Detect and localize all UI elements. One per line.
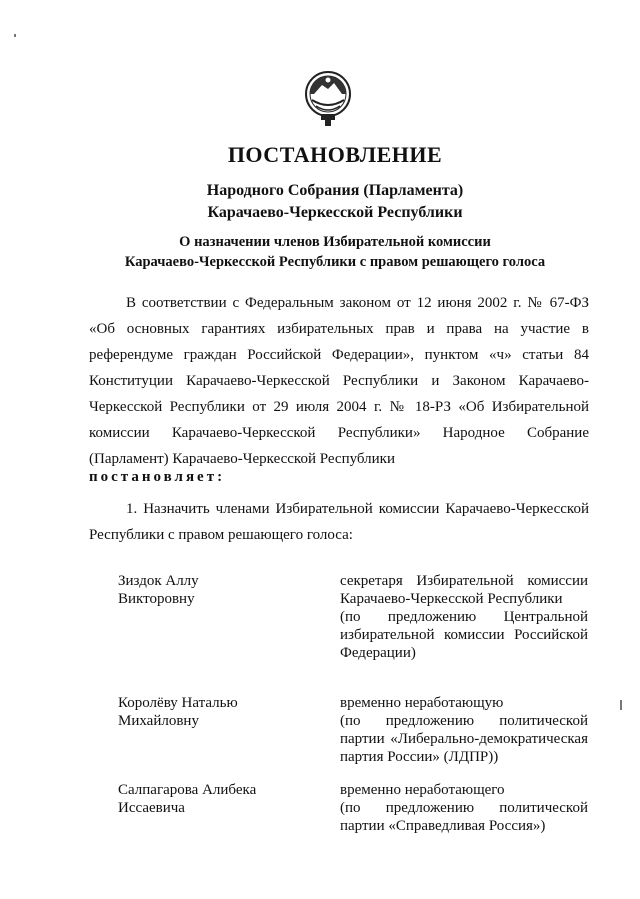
issuing-body-line-2: Карачаево-Черкесской Республики <box>207 204 463 221</box>
issuing-body <box>0 180 640 224</box>
scan-speck <box>14 34 16 37</box>
issuing-body-line-1: Народного Собрания (Парламента) <box>206 182 464 199</box>
member-surname-given: Королёву Наталью <box>118 695 238 711</box>
member-name <box>118 572 308 608</box>
subject-line-1: О назначении членов Избирательной комиссии <box>179 234 491 250</box>
member-role <box>340 572 588 662</box>
document-title: ПОСТАНОВЛЕНИЕ <box>227 142 443 167</box>
subject-line-2: Карачаево-Черкесской Республики с правом решающего голоса <box>124 254 546 270</box>
member-position: временно неработающего <box>340 782 505 798</box>
preamble-paragraph: В соответствии с Федеральным законом от 12 июня 2002 г. № 67-ФЗ «Об основных гарантиях избирательных прав и права на участие в референдуме граждан Российской Федерации», пунктом «ч» статьи 84 Конституции Карачаево-Черкесской Республики и Законом Карачаево-Черкесской Республики от 29 июля 2004 г. № 18-РЗ «Об Избирательной комиссии Карачаево-Черкесской Республики» Народное Собрание (Парламент) Карачаево-Черкесской Республики <box>89 295 589 467</box>
coat-of-arms-emblem <box>304 66 352 128</box>
member-patronymic: Викторовну <box>118 591 195 607</box>
document-subject <box>0 232 640 272</box>
member-role <box>340 694 588 766</box>
member-role <box>340 781 588 835</box>
member-position: временно неработающую <box>340 695 504 711</box>
member-name <box>118 694 308 730</box>
item-1-paragraph: 1. Назначить членами Избирательной комиссии Карачаево-Черкесской Республики с правом решающего голоса: <box>89 501 589 543</box>
member-surname-given: Зиздок Аллу <box>118 573 199 589</box>
scan-speck <box>620 700 622 710</box>
resolves-keyword: постановляет: <box>89 469 226 485</box>
member-nominator: (по предложению Центральной избирательной комиссии Российской Федерации) <box>340 609 588 661</box>
member-nominator: (по предложению политической партии «Либерально-демократическая партия России» (ЛДПР)) <box>340 713 588 765</box>
member-patronymic: Михайловну <box>118 713 199 729</box>
member-position: секретаря Избирательной комиссии Карачаево-Черкесской Республики <box>340 573 588 607</box>
member-name <box>118 781 308 817</box>
member-surname-given: Салпагарова Алибека <box>118 782 257 798</box>
member-patronymic: Иссаевича <box>118 800 185 816</box>
member-nominator: (по предложению политической партии «Справедливая Россия») <box>340 800 588 834</box>
